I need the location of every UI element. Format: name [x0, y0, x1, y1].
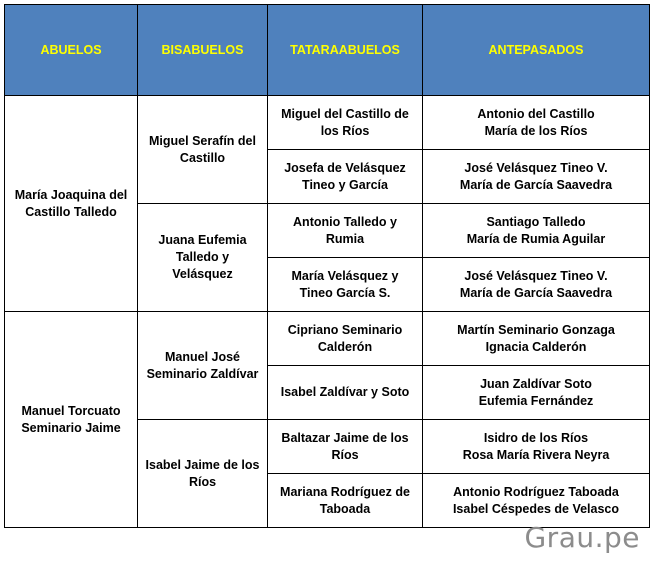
antepasado-name: María de Rumia Aguilar — [466, 231, 606, 246]
antepasados-cell — [423, 258, 650, 312]
tatarabuelo-cell: Cipriano Seminario Calderón — [268, 312, 423, 366]
antepasado-name: Isabel Céspedes de Velasco — [452, 501, 620, 516]
bisabuelo-cell: Miguel Serafín del Castillo — [138, 96, 268, 204]
antepasados-cell — [423, 150, 650, 204]
tatarabuelo-cell: Mariana Rodríguez de Taboada — [268, 474, 423, 528]
antepasado-name: José Velásquez Tineo V. — [464, 268, 608, 283]
header-tatarabuelos: TATARAABUELOS — [268, 5, 423, 96]
watermark-logo: Grau.pe — [524, 521, 640, 554]
tatarabuelo-cell: Isabel Zaldívar y Soto — [268, 366, 423, 420]
antepasado-name: Isidro de los Ríos — [483, 430, 589, 445]
header-bisabuelos: BISABUELOS — [138, 5, 268, 96]
antepasado-name: Martín Seminario Gonzaga — [457, 322, 615, 337]
table-row — [5, 96, 650, 150]
antepasado-name: Eufemia Fernández — [478, 393, 594, 408]
tatarabuelo-cell: María Velásquez y Tineo García S. — [268, 258, 423, 312]
header-abuelos: ABUELOS — [5, 5, 138, 96]
bisabuelo-cell: Juana Eufemia Talledo y Velásquez — [138, 204, 268, 312]
antepasados-cell — [423, 474, 650, 528]
antepasado-name: José Velásquez Tineo V. — [464, 160, 608, 175]
tatarabuelo-cell: Baltazar Jaime de los Ríos — [268, 420, 423, 474]
antepasado-name: María de García Saavedra — [459, 285, 613, 300]
tatarabuelo-cell: Miguel del Castillo de los Ríos — [268, 96, 423, 150]
tatarabuelo-cell: Antonio Talledo y Rumia — [268, 204, 423, 258]
abuelo-cell: Manuel Torcuato Seminario Jaime — [5, 312, 138, 528]
abuelo-cell: María Joaquina del Castillo Talledo — [5, 96, 138, 312]
header-row — [5, 5, 650, 96]
antepasado-name: Santiago Talledo — [486, 214, 586, 229]
bisabuelo-cell: Isabel Jaime de los Ríos — [138, 420, 268, 528]
tatarabuelo-cell: Josefa de Velásquez Tineo y García — [268, 150, 423, 204]
antepasados-cell — [423, 366, 650, 420]
antepasados-cell — [423, 312, 650, 366]
antepasados-cell — [423, 96, 650, 150]
antepasados-cell — [423, 204, 650, 258]
antepasado-name: Rosa María Rivera Neyra — [462, 447, 610, 462]
antepasado-name: Ignacia Calderón — [485, 339, 587, 354]
table-row — [5, 312, 650, 366]
antepasados-cell — [423, 420, 650, 474]
bisabuelo-cell: Manuel José Seminario Zaldívar — [138, 312, 268, 420]
antepasado-name: María de los Ríos — [484, 123, 588, 138]
antepasado-name: María de García Saavedra — [459, 177, 613, 192]
antepasado-name: Antonio Rodríguez Taboada — [453, 484, 619, 499]
genealogy-table — [4, 4, 650, 528]
antepasado-name: Juan Zaldívar Soto — [480, 376, 592, 391]
antepasado-name: Antonio del Castillo — [477, 106, 595, 121]
header-antepasados: ANTEPASADOS — [423, 5, 650, 96]
